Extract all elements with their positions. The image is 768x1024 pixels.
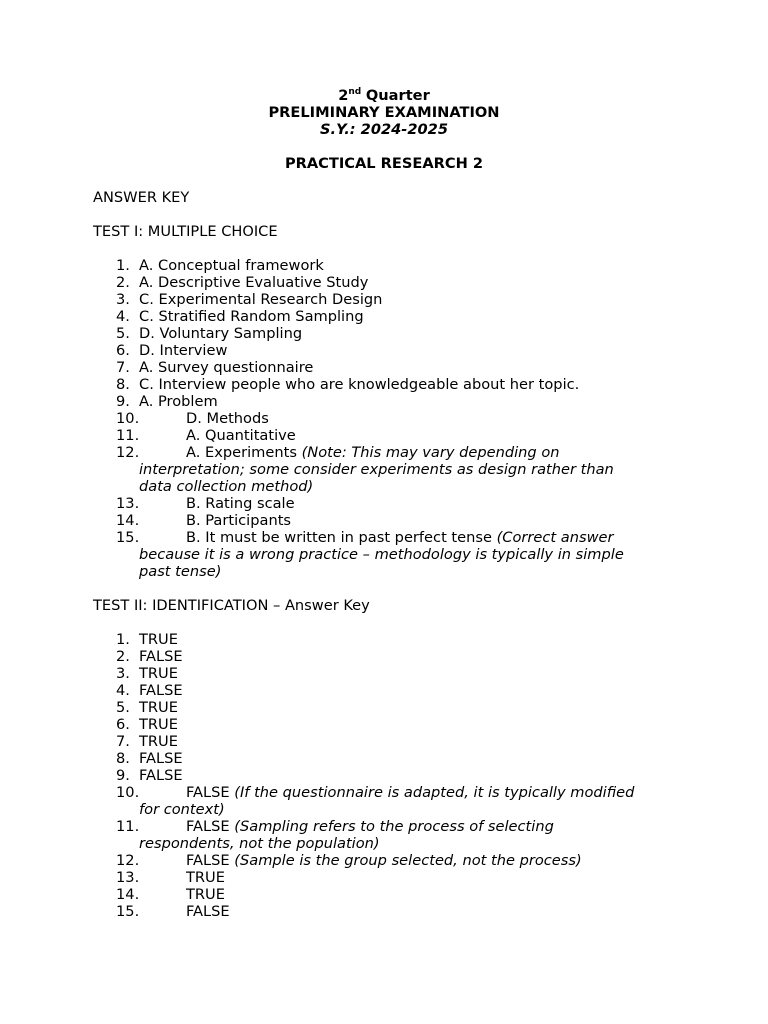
list-item [0,325,679,342]
list-item [0,291,679,308]
item-note: (Note: This may vary depending on [301,444,560,461]
answer-key-label: ANSWER KEY [93,189,190,206]
item-note-continued: interpretation; some consider experiments as design rather than [139,461,614,478]
item-number: 12. [116,852,140,869]
item-number: 14. [116,886,140,903]
item-answer: FALSE [186,903,230,920]
list-item [0,903,679,920]
item-number: 11. [116,818,140,835]
item-number: 6. [116,342,130,359]
list-item [0,750,679,767]
item-answer: TRUE [139,665,178,682]
item-number: 4. [116,682,130,699]
item-answer: TRUE [139,699,178,716]
item-number: 10. [116,784,140,801]
item-answer: FALSE [139,682,183,699]
list-item [0,852,679,869]
item-answer: C. Experimental Research Design [139,291,383,308]
item-number: 15. [116,529,140,546]
test2-answer-list [0,631,768,920]
item-number: 7. [116,359,130,376]
item-answer: D. Interview [139,342,228,359]
item-answer: FALSE [139,750,183,767]
list-item [0,529,679,580]
item-number: 13. [116,495,140,512]
list-item [0,716,679,733]
list-item [0,648,679,665]
list-item [0,733,679,750]
item-number: 2. [116,648,130,665]
item-answer: TRUE [139,733,178,750]
list-item [0,376,679,393]
item-answer: B. Participants [186,512,292,529]
item-answer: FALSE [186,852,235,869]
item-answer: A. Experiments [186,444,302,461]
item-number: 3. [116,291,130,308]
list-item [0,427,679,444]
item-number: 13. [116,869,140,886]
item-number: 5. [116,325,130,342]
item-note-continued: data collection method) [139,478,314,495]
item-answer: FALSE [186,818,235,835]
list-item [0,665,679,682]
list-item [0,682,679,699]
item-number: 14. [116,512,140,529]
list-item [0,631,679,648]
item-note: (Correct answer [496,529,614,546]
list-item [0,784,679,818]
item-answer: A. Descriptive Evaluative Study [139,274,369,291]
item-answer: TRUE [186,869,225,886]
item-answer: TRUE [139,631,178,648]
list-item [0,512,679,529]
list-item [0,359,679,376]
item-answer: TRUE [186,886,225,903]
list-item [0,495,679,512]
item-note-continued: for context) [139,801,225,818]
item-answer: FALSE [186,784,235,801]
list-item [0,410,679,427]
item-number: 12. [116,444,140,461]
quarter-superscript: nd [348,87,362,97]
item-answer: B. It must be written in past perfect tense [186,529,497,546]
item-number: 11. [116,427,140,444]
item-number: 15. [116,903,140,920]
list-item [0,342,679,359]
item-number: 8. [116,750,130,767]
item-number: 9. [116,767,130,784]
item-answer: FALSE [139,767,183,784]
item-answer: A. Conceptual framework [139,257,324,274]
item-note: (Sample is the group selected, not the process) [234,852,582,869]
item-note: (Sampling refers to the process of selecting [234,818,554,835]
list-item [0,818,679,852]
quarter-word: Quarter [365,87,430,104]
test1-answer-list [0,257,768,580]
item-answer: C. Stratified Random Sampling [139,308,364,325]
item-number: 1. [116,631,130,648]
item-number: 6. [116,716,130,733]
exam-title: PRELIMINARY EXAMINATION [268,104,500,121]
list-item [0,886,679,903]
list-item [0,699,679,716]
item-number: 1. [116,257,130,274]
item-number: 2. [116,274,130,291]
test1-title: TEST I: MULTIPLE CHOICE [93,223,278,240]
list-item [0,869,679,886]
item-number: 10. [116,410,140,427]
quarter-number: 2 [338,87,349,104]
item-answer: D. Voluntary Sampling [139,325,303,342]
item-answer: B. Rating scale [186,495,295,512]
list-item [0,257,679,274]
quarter-heading [0,87,768,104]
school-year: S.Y.: 2024-2025 [320,121,448,138]
test2-title: TEST II: IDENTIFICATION – Answer Key [93,597,370,614]
item-note: (If the questionnaire is adapted, it is typically modified [234,784,635,801]
item-number: 9. [116,393,130,410]
item-answer: FALSE [139,648,183,665]
item-note-continued: past tense) [139,563,222,580]
item-answer: A. Survey questionnaire [139,359,314,376]
list-item [0,444,679,495]
subject-title: PRACTICAL RESEARCH 2 [284,155,484,172]
item-number: 8. [116,376,130,393]
item-note-continued: respondents, not the population) [139,835,380,852]
item-answer: C. Interview people who are knowledgeable about her topic. [139,376,580,393]
list-item [0,393,679,410]
item-number: 7. [116,733,130,750]
list-item [0,274,679,291]
list-item [0,308,679,325]
item-number: 3. [116,665,130,682]
item-number: 5. [116,699,130,716]
item-number: 4. [116,308,130,325]
item-answer: A. Problem [139,393,218,410]
item-answer: D. Methods [186,410,269,427]
list-item [0,767,679,784]
item-answer: A. Quantitative [186,427,296,444]
item-answer: TRUE [139,716,178,733]
item-note-continued: because it is a wrong practice – methodology is typically in simple [139,546,624,563]
